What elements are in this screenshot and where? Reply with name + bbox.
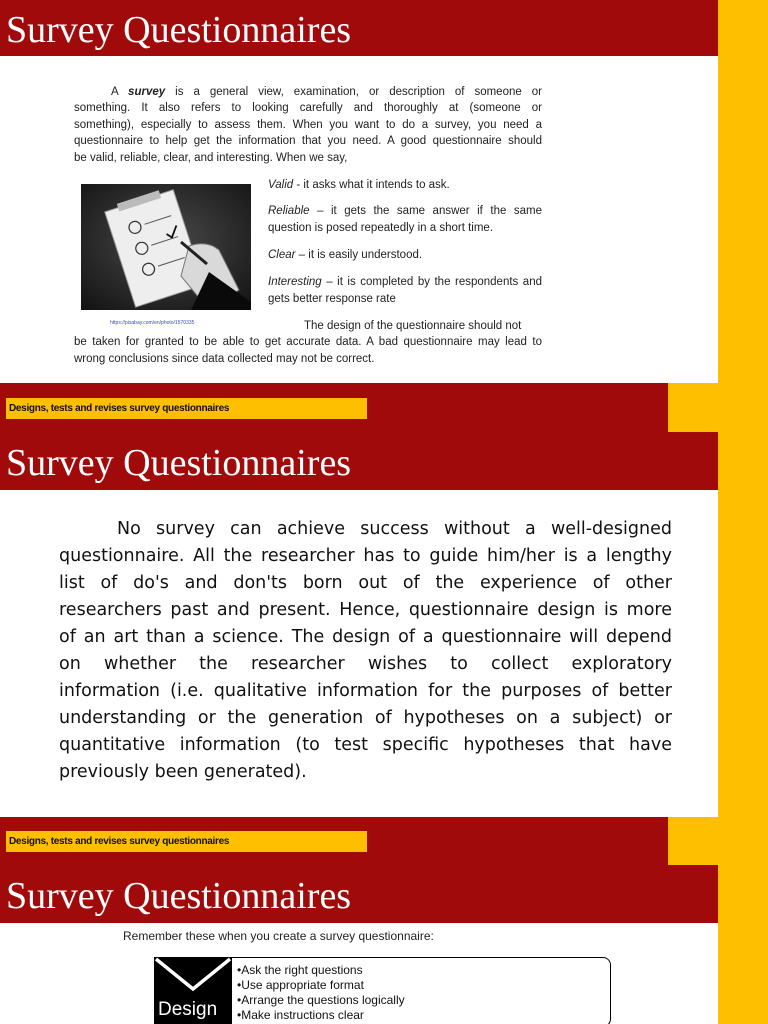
slide-1-title-bar (0, 0, 718, 56)
list-item: •Use appropriate format (237, 978, 364, 992)
slide-2-footer-label: Designs, tests and revises survey questionnaires (6, 831, 367, 852)
intro-line-2: something. It also refers to looking carefully and thoroughly at (someone or (74, 102, 542, 114)
design-checklist (237, 963, 405, 1023)
closing-line-1: The design of the questionnaire should not (304, 320, 522, 332)
definition-term: Valid (268, 179, 294, 191)
design-label: Design (158, 999, 218, 1020)
questionnaire-checklist-photo (81, 184, 251, 310)
slide-1-footer-label: Designs, tests and revises survey questionnaires (6, 398, 367, 419)
design-tile (154, 957, 232, 1024)
list-item: •Ask the right questions (237, 963, 363, 977)
intro-line-3: something), especially to assess them. When you want to do a survey, you need a (74, 119, 542, 131)
definition-valid (268, 177, 542, 194)
slide-2-paragraph (59, 516, 672, 786)
paragraph-line: of an art than a science. The design of a questionnaire will depend (59, 627, 672, 647)
intro-line-1 (111, 84, 542, 101)
slide-3-title: Survey Questionnaires (6, 875, 352, 917)
paragraph-line: list of do's and don'ts born out of the experience of other (59, 573, 672, 593)
slide-2-footer-bar (0, 817, 768, 865)
slide-1-accent-strip (718, 0, 768, 383)
paragraph-line: understanding or the generation of hypotheses on a subject) or (59, 708, 672, 728)
paragraph-line: information (i.e. qualitative information for the purposes of better (59, 681, 672, 701)
paragraph-line: No survey can achieve success without a well-designed (117, 519, 672, 539)
definition-interesting (268, 274, 542, 308)
definition-term: Interesting (268, 276, 322, 288)
paragraph-line: on whether the researcher wishes to collect exploratory (59, 654, 672, 674)
paragraph-line: previously been generated). (59, 762, 307, 782)
slide-3-accent-strip (718, 865, 768, 1024)
survey-term: survey (128, 86, 166, 98)
definition-text: - it asks what it intends to ask. (293, 179, 450, 191)
intro-line-5: be valid, reliable, clear, and interesting. When we say, (74, 152, 348, 164)
definition-term: Clear (268, 249, 296, 261)
closing-line-2: be taken for granted to be able to get accurate data. A bad questionnaire may lead to (74, 336, 542, 348)
intro-text: A (111, 86, 129, 98)
slide-2-corner-accent (668, 817, 768, 865)
definition-term: Reliable (268, 205, 310, 217)
slide-1-footer-bar (0, 383, 768, 432)
slide-3-title-bar (0, 865, 718, 923)
list-item: •Arrange the questions logically (237, 993, 405, 1007)
paragraph-line: researchers past and present. Hence, questionnaire design is more (59, 600, 672, 620)
definition-reliable (268, 203, 542, 237)
slide-3-intro: Remember these when you create a survey questionnaire: (123, 929, 434, 943)
definition-text: – it is completed by the respondents and gets better response rate (268, 276, 542, 305)
intro-line-4: questionnaire to help get the information that you need. A good questionnaire should (74, 135, 542, 147)
paragraph-line: questionnaire. All the researcher has to guide him/her is a lengthy (59, 546, 672, 566)
slide-2-title-bar (0, 432, 718, 490)
definition-text: – it gets the same answer if the same question is posed repeatedly in a short time. (268, 205, 542, 234)
slide-2-accent-strip (718, 432, 768, 817)
intro-text: is a general view, examination, or description of someone or (165, 86, 542, 98)
definition-clear (268, 247, 542, 264)
chevron-down-icon (154, 957, 232, 1002)
slide-2-title: Survey Questionnaires (6, 442, 352, 484)
closing-line-3: wrong conclusions since data collected may not be correct. (74, 353, 375, 365)
definition-text: – it is easily understood. (295, 249, 423, 261)
image-source-link[interactable]: https://pixabay.com/en/photo/1570335 (110, 320, 195, 326)
list-item: •Make instructions clear (237, 1008, 364, 1022)
slide-1-title: Survey Questionnaires (6, 9, 352, 51)
slide-1-corner-accent (668, 383, 768, 432)
paragraph-line: quantitative information (to test specific hypotheses that have (59, 735, 672, 755)
